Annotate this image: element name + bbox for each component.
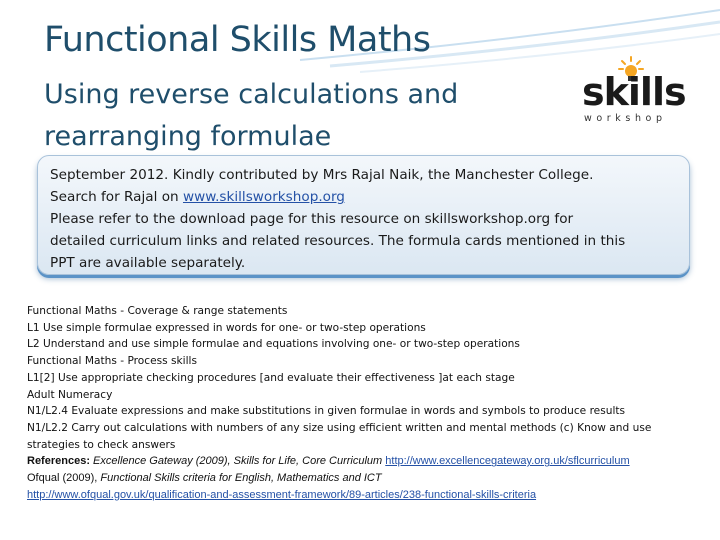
body-line: Functional Maths - Process skills — [27, 355, 197, 368]
body-line: N1/L2.2 Carry out calculations with numbers of any size using efficient written and mental methods (c) Know and use — [27, 421, 652, 434]
curriculum-text — [27, 303, 707, 503]
body-line: L1[2] Use appropriate checking procedures [and evaluate their effectiveness ]at each stage — [27, 371, 515, 384]
info-line-3: Please refer to the download page for this resource on skillsworkshop.org for — [50, 211, 574, 227]
subtitle-line-1: Using reverse calculations and — [44, 79, 459, 110]
skills-workshop-logo — [578, 56, 698, 130]
skillsworkshop-link[interactable]: www.skillsworkshop.org — [182, 189, 345, 205]
reference-3 — [27, 487, 707, 504]
subtitle-line-2: rearranging formulae — [44, 121, 332, 152]
reference-2 — [27, 470, 707, 487]
body-line: Adult Numeracy — [27, 388, 113, 401]
reference-1-text: Excellence Gateway (2009), Skills for Life, Core Curriculum — [89, 455, 386, 468]
info-line-5: PPT are available separately. — [50, 255, 246, 271]
body-line: L2 Understand and use simple formulae and equations involving one- or two-step operations — [27, 338, 520, 351]
reference-1 — [27, 453, 707, 470]
reference-2-title: Functional Skills criteria for English, Mathematics and ICT — [100, 472, 382, 485]
page-subtitle — [44, 74, 564, 158]
info-box — [37, 155, 690, 275]
body-line: L1 Use simple formulae expressed in words for one- or two-step operations — [27, 321, 426, 334]
info-line-1: September 2012. Kindly contributed by Mrs Rajal Naik, the Manchester College. — [50, 167, 594, 183]
logo-subword: workshop — [584, 113, 667, 124]
references-label: References: — [27, 455, 90, 468]
ofqual-link[interactable]: http://www.ofqual.gov.uk/qualification-and-assessment-framework/89-articles/238-functional-skills-criteria — [27, 488, 537, 501]
logo-word: skills — [582, 70, 686, 114]
references — [27, 453, 707, 503]
reference-2-prefix: Ofqual (2009), — [27, 472, 101, 485]
body-line: N1/L2.4 Evaluate expressions and make substitutions in given formulae in words and symbols to produce results — [27, 405, 626, 418]
info-line-2 — [50, 186, 677, 208]
body-line: strategies to check answers — [27, 438, 176, 451]
info-line-2-prefix: Search for Rajal on — [50, 189, 183, 205]
info-line-4: detailed curriculum links and related resources. The formula cards mentioned in this — [50, 233, 626, 249]
body-line: Functional Maths - Coverage & range statements — [27, 305, 288, 317]
excellencegateway-link[interactable]: http://www.excellencegateway.org.uk/sflcurriculum — [385, 455, 630, 468]
page-title: Functional Skills Maths — [44, 20, 431, 60]
